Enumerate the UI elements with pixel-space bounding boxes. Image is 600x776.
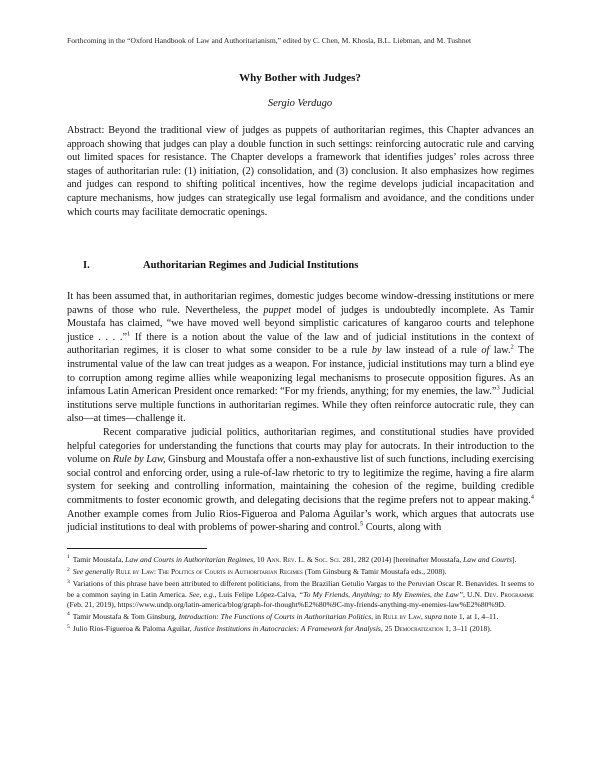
footnote-ref[interactable]: 2 bbox=[510, 343, 514, 351]
text-run: Another example comes from Julio Rios-Figueroa and Paloma Aguilar’s work, which argues that autocrats use judicial institutions to deal with problems of power-sharing and control. bbox=[67, 508, 534, 534]
book-title: Rule by Law bbox=[382, 612, 421, 622]
chapter-title: Introduction: The Functions of Courts in Authoritarian Politics bbox=[178, 612, 372, 622]
text-run: Tamir Moustafa, bbox=[72, 555, 126, 564]
footnote-number: 5 bbox=[67, 623, 70, 630]
footnotes bbox=[67, 555, 534, 636]
emphasis-text: of bbox=[481, 345, 490, 357]
footnote-ref[interactable]: 3 bbox=[496, 384, 500, 392]
paper-title: Why Bother with Judges? bbox=[239, 72, 361, 84]
footnote bbox=[67, 567, 534, 577]
text-run: , U.N. bbox=[462, 589, 485, 599]
article-title: Justice Institutions in Autocracies: A Framework for Analysis bbox=[193, 624, 381, 634]
footnote bbox=[67, 555, 534, 565]
publisher-name: Dev. Programme bbox=[484, 589, 534, 599]
text-run: Judicial institutions serve multiple functions in authoritarian regimes. While they often reinforce autocratic rule, they can also—at times—challenge it. bbox=[67, 386, 534, 425]
section-number: I. bbox=[83, 260, 90, 271]
signal-text: See, e.g. bbox=[188, 589, 215, 599]
journal-name: Democratization bbox=[394, 624, 444, 634]
text-run: , in bbox=[371, 612, 383, 622]
footnote-ref[interactable]: 1 bbox=[126, 330, 131, 338]
text-run: , 10 bbox=[253, 555, 267, 564]
section-title: Authoritarian Regimes and Judicial Institutions bbox=[143, 260, 359, 271]
footnote-number: 4 bbox=[67, 611, 70, 618]
footnote bbox=[67, 612, 534, 622]
running-header: Forthcoming in the “Oxford Handbook of Law and Authoritarianism,” edited by C. Chen, M. Khosla, B.L. Liebman, and M. Tushnet bbox=[67, 36, 472, 45]
footnote-divider bbox=[67, 548, 207, 549]
text-run: The instrumental value of the law can treat judges as a weapon. For instance, judicial institutions may turn a blind eye to corruption among regime allies while weaponizing legal mechanisms to prosecute opposition figures. As an infamous Latin American President once remarked: “For my friends, anything; for my enemies, the law.” bbox=[67, 345, 535, 398]
signal-text: supra bbox=[424, 612, 442, 622]
text-run: ]. bbox=[512, 555, 517, 564]
text-run: note 1, at 1, 4–11. bbox=[441, 612, 499, 622]
paragraph bbox=[67, 290, 534, 426]
article-title: “To My Friends, Anything; to My Enemies, the Law” bbox=[298, 589, 463, 599]
text-run: , Luis Felipe López-Calva, bbox=[214, 589, 299, 599]
signal-text: See generally bbox=[72, 567, 114, 577]
journal-name: Ann. Rev. L. & Soc. Sci. bbox=[266, 555, 341, 564]
url-text: (Feb. 21, 2019), https://www.undp.org/latin-america/blog/graph-for-thought%E2%80%9C-my-friends-anything-my-enemies-law%E2%80%9D. bbox=[67, 599, 506, 609]
footnote bbox=[67, 579, 534, 610]
author-name: Sergio Verdugo bbox=[267, 98, 333, 109]
emphasis-text: puppet bbox=[263, 304, 292, 316]
paragraph bbox=[67, 426, 534, 535]
text-run: model of judges is undoubtedly incomplete. As Tamir Moustafa has claimed, “we have moved well beyond simplistic caricatures of kangaroo courts and telephone justice . . . .” bbox=[67, 304, 534, 343]
text-run: , 25 bbox=[380, 624, 395, 634]
text-run: It has been assumed that, in authoritarian regimes, domestic judges become window-dressing institutions or mere pawns of those who rule. Nevertheless, the bbox=[67, 291, 534, 316]
text-run: Tamir Moustafa & Tom Ginsburg, bbox=[72, 612, 179, 622]
text-run: Recent comparative judicial politics, authoritarian regimes, and constitutional studies have provided helpful categories for understanding the functions that courts may play for autocrats. In their introduction to the volume on bbox=[67, 426, 534, 466]
abstract: Abstract: Beyond the traditional view of judges as puppets of authoritarian regimes, this Chapter advances an approach showing that judges can play a double function in such settings: reinforcing autocratic rule and carving out limited spaces for resistance. The Chapter develops a framework that identifies judges’ roles across three stages of authoritarian rule: (1) initiation, (2) consolidation, and (3) conclusion. It also emphasizes how regimes and judges can respond to shifting political incentives, how the regime develops judicial incapacitation and capture mechanisms, how judges can strategically use legal formalism and avoidance, and the conditions under which courts may facilitate democratic openings. bbox=[67, 125, 534, 218]
footnote-ref[interactable]: 4 bbox=[530, 493, 534, 501]
text-run: 281, 282 (2014) [hereinafter Moustafa, bbox=[340, 555, 464, 564]
text-run: (Tom Ginsburg & Tamir Moustafa eds., 2008). bbox=[302, 567, 447, 577]
footnote-number: 3 bbox=[67, 578, 70, 585]
text-run: Variations of this phrase have been attributed to different politicians, from the Brazilian Getulio Vargas to the Peruvian Oscar R. Benavides. It seems to be a common saying in Latin America. bbox=[67, 579, 534, 599]
body-text bbox=[67, 290, 534, 535]
text-run: Courts, along with bbox=[363, 522, 442, 534]
text-run: , bbox=[420, 612, 425, 622]
text-run: law instead of a rule bbox=[381, 345, 482, 357]
text-run: law. bbox=[489, 345, 511, 357]
text-run: If there is a notion about the value of the law and of judicial institutions in the context of authoritarian regimes, it is closer to what some consider to be a rule bbox=[67, 331, 534, 357]
section-heading bbox=[67, 260, 534, 271]
footnote-ref[interactable]: 5 bbox=[359, 520, 364, 528]
book-title: Rule by Law, bbox=[112, 454, 166, 466]
footnote-number: 1 bbox=[67, 554, 70, 561]
book-title: Rule by Law: The Politics of Courts in Authoritarian Regimes bbox=[115, 567, 303, 577]
footnote bbox=[67, 624, 534, 634]
text-run: Ginsburg and Moustafa offer a non-exhaustive list of such functions, including exercising social control and enforcing order, using a rule-of-law rhetoric to try to legitimize the regime, having a fire alarm system for seeking and controlling information, maintaining the cohesion of the regime, building credible commitments to foster economic growth, and delegating decisions that the regime prefers not to appear making. bbox=[67, 454, 534, 506]
footnote-number: 2 bbox=[67, 566, 70, 573]
text-run: Julio Rios-Figueroa & Paloma Aguilar, bbox=[72, 624, 194, 634]
emphasis-text: by bbox=[371, 345, 382, 357]
text-run: 1, 3–11 (2018). bbox=[443, 624, 492, 634]
article-title: Law and Courts in Authoritarian Regimes bbox=[125, 555, 254, 564]
short-title: Law and Courts bbox=[463, 555, 512, 564]
